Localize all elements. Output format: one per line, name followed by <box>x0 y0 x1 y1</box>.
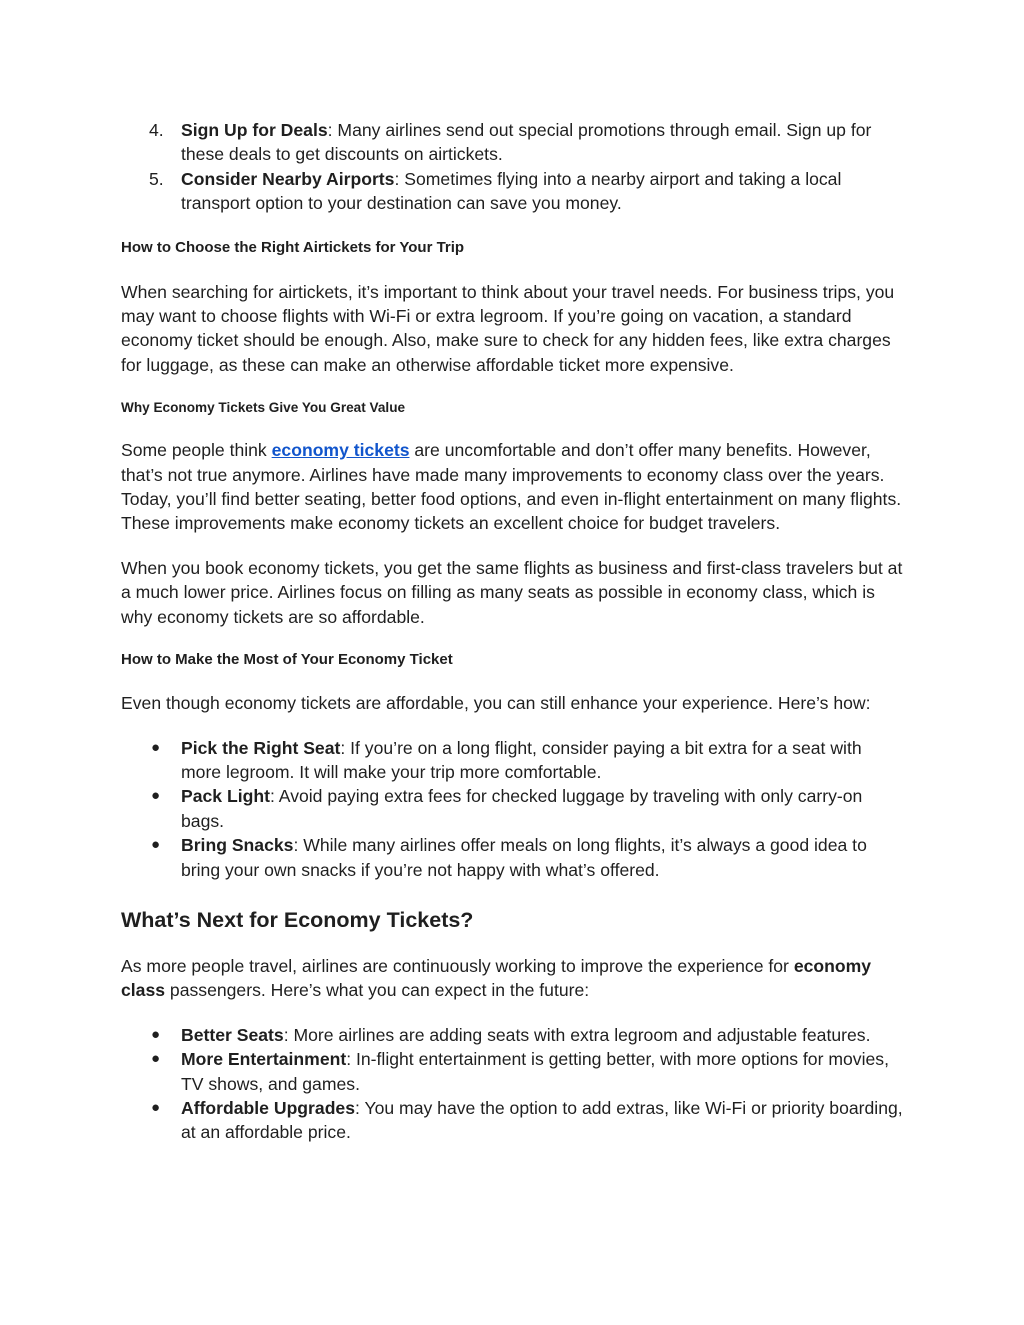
list-item-title: Pick the Right Seat <box>181 737 341 758</box>
list-item-title: More Entertainment <box>181 1049 347 1070</box>
paragraph-text: passengers. Here’s what you can expect in the future: <box>165 980 590 1001</box>
paragraph-make-most: Even though economy tickets are affordable, you can still enhance your experience. Here’s how: <box>121 693 871 714</box>
document-page <box>121 118 906 1145</box>
list-item <box>121 736 906 785</box>
list-item-text: : While many airlines offer meals on long flights, it’s always a good idea to bring your own snacks if you’re not happy with what’s offered. <box>181 835 867 880</box>
bullet-icon: ● <box>151 1025 161 1043</box>
list-item-text: : More airlines are adding seats with extra legroom and adjustable features. <box>283 1024 871 1045</box>
list-item-title: Pack Light <box>181 786 270 807</box>
heading-whats-next: What’s Next for Economy Tickets? <box>121 907 474 932</box>
heading-economy-value: Why Economy Tickets Give You Great Value <box>121 400 406 416</box>
paragraph-text: Some people think <box>121 440 272 461</box>
bullet-list-tips <box>121 736 906 882</box>
list-item-text: : In-flight entertainment is getting better, with more options for movies, TV shows, and games. <box>181 1049 889 1094</box>
list-item-title: Affordable Upgrades <box>181 1097 356 1118</box>
bullet-icon: ● <box>151 1098 161 1116</box>
paragraph-choose: When searching for airtickets, it’s important to think about your travel needs. For business trips, you may want to choose flights with Wi-Fi or extra legroom. If you’re going on vacation, a standard economy ticket should be enough. Also, make sure to check for any hidden fees, like extra charges for luggage, as these can make an otherwise affordable ticket more expensive. <box>121 281 895 375</box>
list-item-title: Bring Snacks <box>181 835 294 856</box>
emphasis-economy-class: economy class <box>121 955 872 1001</box>
heading-make-most: How to Make the Most of Your Economy Ticket <box>121 651 453 669</box>
bullet-icon: ● <box>151 787 161 805</box>
list-number: 4. <box>149 120 164 140</box>
list-item <box>121 1096 906 1145</box>
list-item <box>121 833 906 882</box>
list-item <box>121 784 906 833</box>
bullet-list-future <box>121 1023 906 1145</box>
list-item-text: : Avoid paying extra fees for checked luggage by traveling with only carry-on bags. <box>181 786 863 831</box>
numbered-list-tips <box>121 118 906 216</box>
bullet-icon: ● <box>151 836 161 854</box>
list-item <box>121 118 906 167</box>
paragraph-value-2: When you book economy tickets, you get the same flights as business and first-class travelers but at a much lower price. Airlines focus on filling as many seats as possible in economy class, which is why economy tickets are so affordable. <box>121 557 903 627</box>
paragraph-whats-next <box>121 954 906 1003</box>
list-item-text: : Many airlines send out special promotions through email. Sign up for these deals to get discounts on airtickets. <box>181 120 872 165</box>
paragraph-value-1 <box>121 438 906 536</box>
list-item <box>121 167 906 216</box>
list-item <box>121 1047 906 1096</box>
list-item-text: : You may have the option to add extras, like Wi-Fi or priority boarding, at an affordable price. <box>181 1097 903 1143</box>
list-item-text: : Sometimes flying into a nearby airport and taking a local transport option to your destination can save you money. <box>181 168 842 214</box>
list-item-text: : If you’re on a long flight, consider paying a bit extra for a seat with more legroom. It will make your trip more comfortable. <box>181 737 862 782</box>
list-item <box>121 1023 906 1047</box>
list-item-title: Sign Up for Deals <box>181 120 328 140</box>
economy-tickets-link[interactable]: economy tickets <box>271 440 410 461</box>
paragraph-text: As more people travel, airlines are continuously working to improve the experience for <box>121 955 794 976</box>
list-item-title: Consider Nearby Airports <box>181 168 395 189</box>
list-number: 5. <box>149 168 164 189</box>
list-item-title: Better Seats <box>181 1024 284 1045</box>
bullet-icon: ● <box>151 1050 161 1068</box>
heading-choose-airtickets: How to Choose the Right Airtickets for Your Trip <box>121 238 465 256</box>
bullet-icon: ● <box>151 738 161 756</box>
paragraph-text: are uncomfortable and don’t offer many benefits. However, that’s not true anymore. Airlines have made many improvements to economy class over the years. Today, you’ll find better seating, better food options, and even in-flight entertainment on many flights. These improvements make economy tickets an excellent choice for budget travelers. <box>121 440 902 534</box>
